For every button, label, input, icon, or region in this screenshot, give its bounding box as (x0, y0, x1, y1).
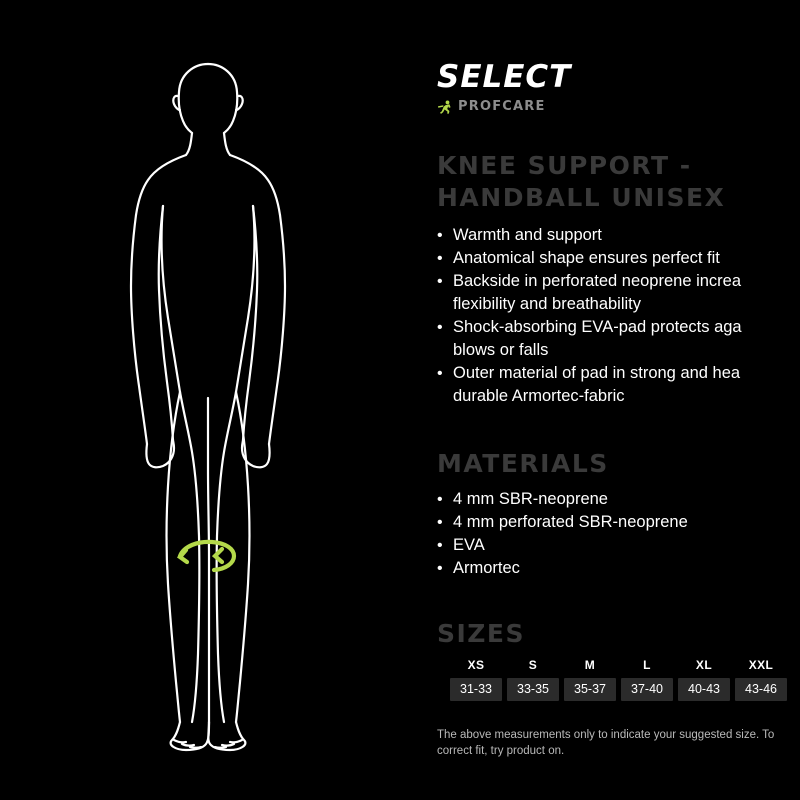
product-title (437, 150, 797, 214)
size-value: 40-43 (678, 678, 730, 701)
running-man-icon (437, 100, 453, 114)
list-item (437, 488, 797, 511)
list-item (437, 316, 800, 362)
size-label: M (584, 658, 596, 672)
size-label: XL (695, 658, 713, 672)
sizes-heading: SIZES (437, 619, 526, 648)
sizes-table (450, 658, 800, 701)
materials-list (437, 488, 797, 580)
sizes-note-line2: correct fit, try product on. (437, 745, 565, 757)
size-value: 37-40 (621, 678, 673, 701)
list-item (437, 362, 800, 408)
list-item (437, 247, 800, 270)
brand-subline-label: PROFCARE (458, 99, 546, 114)
material-text: 4 mm SBR-neoprene (453, 490, 608, 508)
feature-text-cont: blows or falls (453, 341, 549, 359)
list-item (437, 534, 797, 557)
feature-text: Anatomical shape ensures perfect fit (453, 249, 720, 267)
feature-text: Backside in perforated neoprene increa (453, 272, 742, 290)
feature-list (437, 224, 800, 408)
size-value: 31-33 (450, 678, 502, 701)
size-value: 43-46 (735, 678, 787, 701)
size-label: S (528, 658, 538, 672)
list-item (437, 511, 797, 534)
list-item (437, 270, 800, 316)
materials-heading: MATERIALS (437, 449, 609, 478)
knee-placement-arrow (180, 542, 234, 570)
size-value: 33-35 (507, 678, 559, 701)
size-label: XS (467, 658, 485, 672)
sizes-note (437, 727, 800, 759)
size-value: 35-37 (564, 678, 616, 701)
material-text: 4 mm perforated SBR-neoprene (453, 513, 688, 531)
list-item (437, 557, 797, 580)
sizes-label-row (450, 658, 800, 672)
product-title-line1: KNEE SUPPORT - (437, 151, 692, 180)
feature-text-cont: durable Armortec-fabric (453, 387, 625, 405)
sizes-value-row (450, 678, 800, 701)
brand-name: SELECT (437, 59, 572, 95)
brand-subline (437, 99, 797, 114)
feature-text: Shock-absorbing EVA-pad protects aga (453, 318, 742, 336)
brand-block (437, 59, 797, 114)
list-item (437, 224, 800, 247)
material-text: EVA (453, 536, 485, 554)
material-text: Armortec (453, 559, 520, 577)
size-label: L (643, 658, 651, 672)
size-label: XXL (748, 658, 774, 672)
content-panel (432, 0, 800, 800)
product-title-line2: HANDBALL UNISEX (437, 183, 726, 212)
feature-text: Outer material of pad in strong and hea (453, 364, 741, 382)
sizes-note-line1: The above measurements only to indicate your suggested size. To (437, 729, 775, 741)
feature-text-cont: flexibility and breathability (453, 295, 642, 313)
feature-text: Warmth and support (453, 226, 602, 244)
